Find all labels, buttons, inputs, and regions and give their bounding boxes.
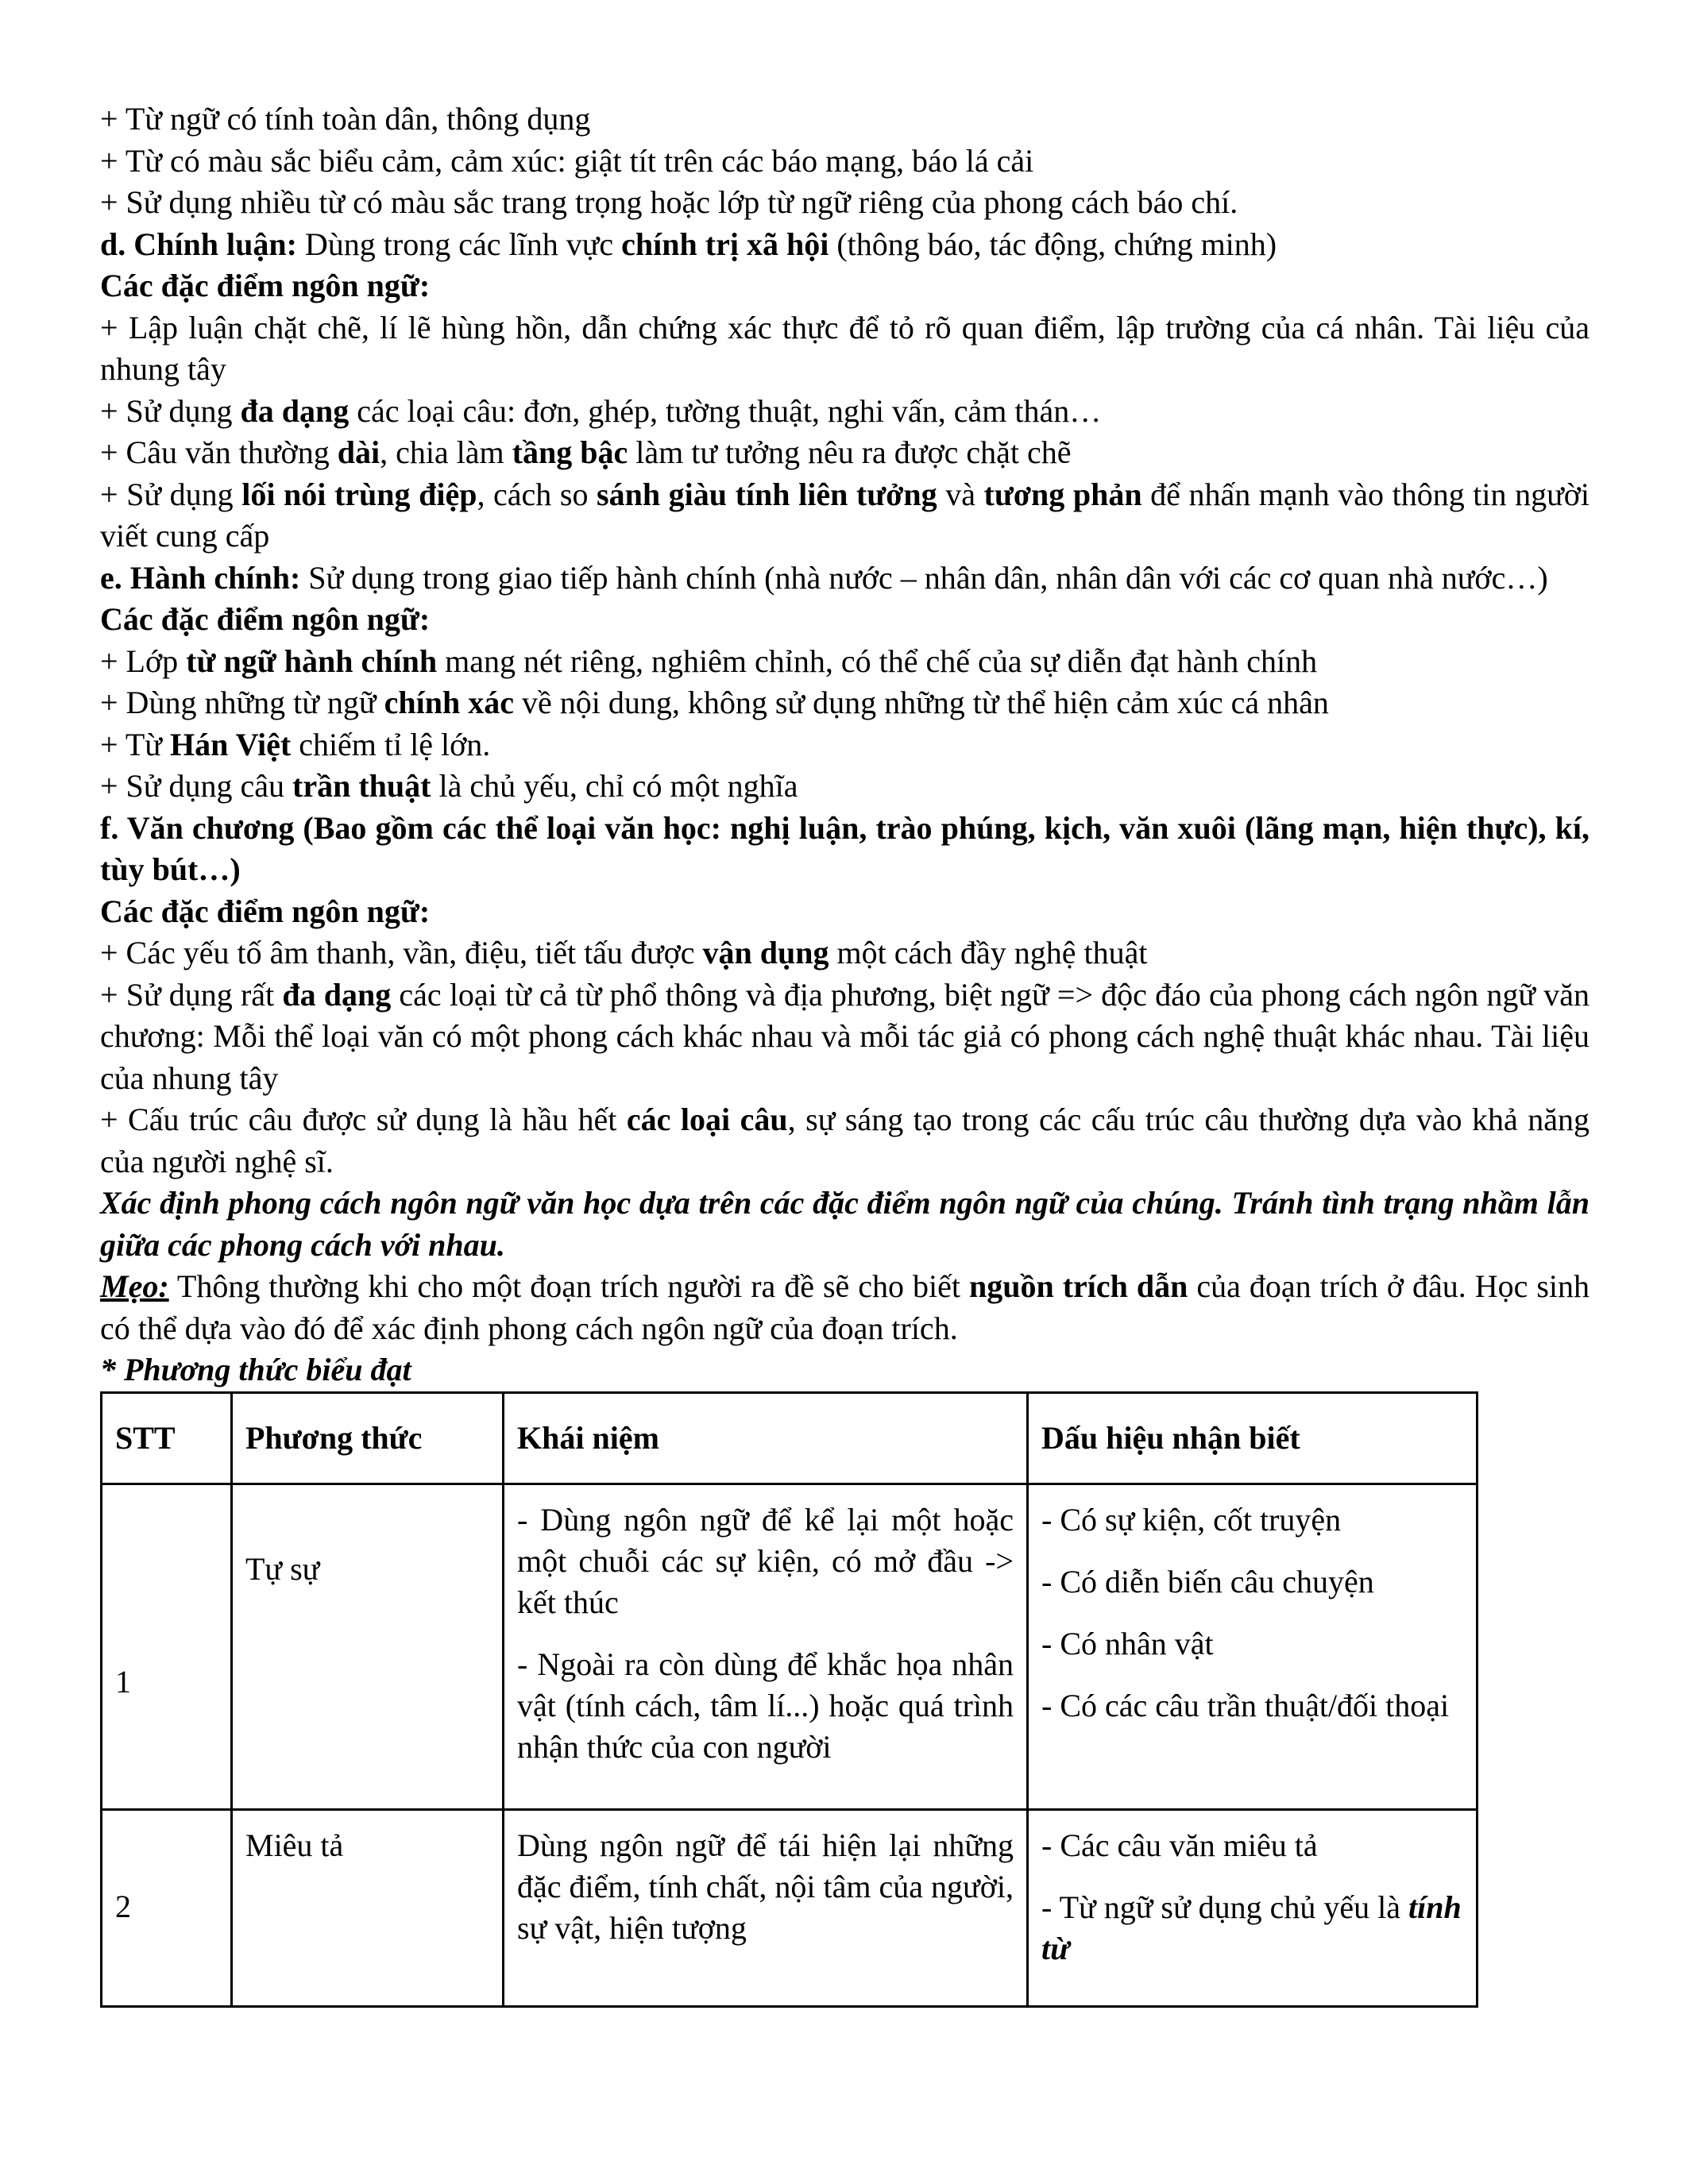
header-stt: STT [102, 1392, 232, 1484]
text-run: chiếm tỉ lệ lớn. [291, 726, 491, 762]
text-run: , cách so [477, 476, 597, 512]
cell-stt [102, 1484, 232, 1809]
text-run: là chủ yếu, chỉ có một nghĩa [431, 768, 798, 804]
text-run: + Lớp [100, 642, 187, 679]
bold-run: lối nói trùng điệp [241, 476, 477, 512]
bullet-item [100, 974, 1590, 1100]
concept-paragraph: Dùng ngôn ngữ để tái hiện lại những đặc điểm, tính chất, nội tâm của người, sự vật, hiện tượng [517, 1827, 1014, 1946]
text-line: + Sử dụng nhiều từ có màu sắc trang trọng hoặc lớp từ ngữ riêng của phong cách báo chí. [100, 184, 1238, 220]
concept-paragraph: - Dùng ngôn ngữ để kể lại một hoặc một chuỗi các sự kiện, có mở đầu -> kết thúc [517, 1501, 1014, 1620]
tip-label: Mẹo: [100, 1268, 169, 1304]
text-run: + Sử dụng [100, 476, 242, 512]
bullet-item [100, 682, 1590, 724]
table-row [102, 1484, 1477, 1809]
sign-item [1041, 1887, 1463, 1970]
text-run: + Sử dụng câu [100, 768, 292, 804]
section-d-label: d. Chính luận: [100, 226, 297, 262]
text-run: , chia làm [380, 434, 512, 470]
text-run: mang nét riêng, nghiêm chỉnh, có thể chế của sự diễn đạt hành chính [437, 642, 1318, 679]
text-run: , sự sáng tạo trong các cấu trúc câu thường dựa vào khả năng của người nghệ sĩ. [100, 1102, 1590, 1179]
text-run: + Dùng những từ ngữ [100, 685, 384, 720]
methods-table [100, 1391, 1478, 2008]
text-run: các loại câu: đơn, ghép, tường thuật, nghi vấn, cảm thán… [349, 392, 1102, 429]
bold-run: chính xác [384, 685, 514, 720]
text-run: + Sử dụng [100, 392, 241, 429]
header-signs: Dấu hiệu nhận biết [1028, 1392, 1477, 1484]
bold-run: chính trị xã hội [621, 226, 829, 262]
bold-italic-run: tính từ [1041, 1889, 1462, 1966]
text-run: các loại từ cả từ phổ thông và địa phương, biệt ngữ => độc đáo của phong cách ngôn ngữ văn chương: Mỗi thể loại văn có một phong cách khác nhau và mỗi tác giả có phong cách nghệ thuật khác nhau. Tài liệu của nhung tây [100, 976, 1590, 1096]
bullet-item [100, 724, 1590, 766]
bold-run: vận dụng [702, 935, 829, 970]
tip-paragraph [100, 1266, 1590, 1349]
text-run: + Từ [100, 726, 170, 762]
text-line: + Từ ngữ có tính toàn dân, thông dụng [100, 101, 591, 137]
features-label-text: Các đặc điểm ngôn ngữ: [100, 268, 431, 303]
method-value: Miêu tả [245, 1827, 344, 1863]
features-label [100, 265, 1590, 307]
text-run: của đoạn trích ở đâu. Học sinh có thể dựa vào đó để xác định phong cách ngôn ngữ của đoạn trích. [100, 1268, 1590, 1346]
bold-run: trần thuật [292, 768, 431, 804]
section-e-heading [100, 558, 1590, 600]
bullet-item [100, 641, 1590, 683]
text-run: làm tư tưởng nêu ra được chặt chẽ [628, 434, 1072, 470]
header-concept: Khái niệm [504, 1392, 1028, 1484]
sign-item: - Có diễn biến câu chuyện [1041, 1563, 1374, 1599]
bold-run: đa dạng [240, 392, 350, 429]
document-page [100, 98, 1590, 2008]
cell-signs [1028, 1484, 1477, 1809]
bold-run: đa dạng [282, 976, 392, 1013]
text-run: + Sử dụng rất [100, 976, 283, 1013]
bullet-item [100, 474, 1590, 558]
cell-stt [102, 1809, 232, 2006]
bold-run: tương phản [983, 476, 1142, 512]
method-value: Tự sự [245, 1550, 320, 1587]
bullet-item [100, 1099, 1590, 1183]
bold-run: nguồn trích dẫn [968, 1268, 1188, 1304]
bullet-item [100, 432, 1590, 474]
stt-value: 2 [115, 1888, 131, 1924]
bold-run: từ ngữ hành chính [186, 642, 438, 679]
bullet-item [100, 391, 1590, 433]
cell-concept [504, 1809, 1028, 2006]
cell-method [232, 1809, 504, 2006]
text-run: (thông báo, tác động, chứng minh) [829, 226, 1277, 262]
sign-item: - Có các câu trần thuật/đối thoại [1041, 1687, 1450, 1723]
bullet-item [100, 766, 1590, 808]
bullet-item: + Lập luận chặt chẽ, lí lẽ hùng hồn, dẫn chứng xác thực để tỏ rõ quan điểm, lập trường của cá nhân. Tài liệu của nhung tây [100, 309, 1590, 387]
bullet-item [100, 932, 1590, 974]
cell-method [232, 1484, 504, 1809]
sign-item: - Các câu văn miêu tả [1041, 1827, 1318, 1863]
text-run: + Các yếu tố âm thanh, vần, điệu, tiết tấu được [100, 935, 703, 970]
text-run: và [937, 476, 984, 512]
cell-concept [504, 1484, 1028, 1809]
features-label [100, 891, 1590, 933]
bold-run: Hán Việt [169, 726, 292, 762]
section-title: * Phương thức biểu đạt [100, 1352, 411, 1387]
text-run: + Cấu trúc câu được sử dụng là hầu hết [100, 1102, 627, 1137]
text-run: Sử dụng trong giao tiếp hành chính (nhà nước – nhân dân, nhân dân với các cơ quan nhà nước…) [300, 559, 1548, 596]
section-f-heading [100, 808, 1590, 891]
section-f-label: f. Văn chương (Bao gồm các thể loại văn học: nghị luận, trào phúng, kịch, văn xuôi (lãng mạn, hiện thực), kí, tùy bút…) [100, 809, 1590, 887]
section-e-label: e. Hành chính: [100, 559, 301, 596]
text-run: về nội dung, không sử dụng những từ thể hiện cảm xúc cá nhân [513, 685, 1329, 720]
text-run: để nhấn mạnh vào thông tin người viết cung cấp [100, 476, 1590, 554]
concept-paragraph: - Ngoài ra còn dùng để khắc họa nhân vật (tính cách, tâm lí...) hoặc quá trình nhận thức của con người [517, 1646, 1014, 1765]
text-run: + Câu văn thường [100, 434, 338, 470]
sign-item: - Có nhân vật [1041, 1625, 1214, 1661]
sign-item: - Có sự kiện, cốt truyện [1041, 1501, 1342, 1538]
text-run: Thông thường khi cho một đoạn trích người ra đề sẽ cho biết [168, 1268, 969, 1304]
bold-run: tầng bậc [512, 434, 628, 470]
features-label-text: Các đặc điểm ngôn ngữ: [100, 601, 431, 637]
section-d-heading [100, 224, 1590, 266]
cell-signs [1028, 1809, 1477, 2006]
header-method: Phương thức [232, 1392, 504, 1484]
table-row [102, 1809, 1477, 2006]
note-paragraph: Xác định phong cách ngôn ngữ văn học dựa trên các đặc điểm ngôn ngữ của chúng. Tránh tình trạng nhầm lẫn giữa các phong cách với nhau. [100, 1185, 1590, 1263]
bold-run: dài [337, 434, 380, 470]
table-header-row [102, 1392, 1477, 1484]
stt-value: 1 [115, 1664, 131, 1700]
bold-run: sánh giàu tính liên tưởng [597, 476, 937, 512]
text-line: + Từ có màu sắc biểu cảm, cảm xúc: giật tít trên các báo mạng, báo lá cải [100, 142, 1034, 179]
text-run: Dùng trong các lĩnh vực [296, 226, 622, 262]
bold-run: các loại câu [626, 1102, 788, 1137]
features-label-text: Các đặc điểm ngôn ngữ: [100, 893, 431, 929]
text-run: một cách đầy nghệ thuật [829, 935, 1148, 970]
text-run: - Từ ngữ sử dụng chủ yếu là [1041, 1889, 1409, 1925]
features-label [100, 599, 1590, 641]
